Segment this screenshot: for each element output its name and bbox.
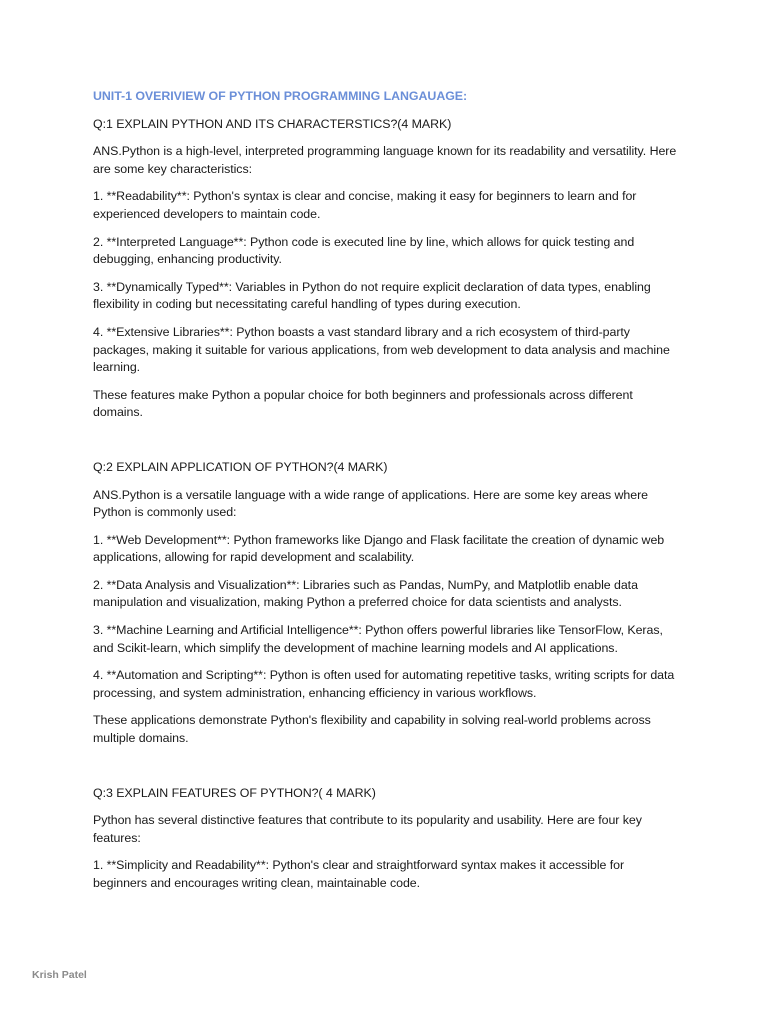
answer-intro: ANS.Python is a versatile language with a wide range of applications. Here are some key areas where Python is commonly used: [93,487,648,520]
section-spacer [93,432,678,459]
section-q1 [93,116,678,422]
answer-intro: Python has several distinctive features that contribute to its popularity and usability. Here are four key features: [93,813,642,845]
list-item: 4. **Extensive Libraries**: Python boasts a vast standard library and a rich ecosystem of third-party packages, making it suitable for various applications, from web development to data analysis and machine learning. [93,324,670,375]
list-item: 4. **Automation and Scripting**: Python is often used for automating repetitive tasks, writing scripts for data processing, and system administration, enhancing efficiency in various workflows. [93,668,675,700]
list-item: 1. **Simplicity and Readability**: Python's clear and straightforward syntax makes it accessible for beginners and encourages writing clean, maintainable code. [93,858,625,890]
section-q3 [93,785,678,893]
footer-author: Krish Patel [32,969,87,981]
unit-title: UNIT-1 OVERIVIEW OF PYTHON PROGRAMMING LANGAUAGE: [93,89,468,103]
list-item: 1. **Web Development**: Python frameworks like Django and Flask facilitate the creation of dynamic web applications, allowing for rapid development and scalability. [93,532,665,565]
list-item: 2. **Data Analysis and Visualization**: Libraries such as Pandas, NumPy, and Matplotlib enable data manipulation and visualization, making Python a preferred choice for data scientists and analysts. [93,577,638,610]
answer-conclusion: These applications demonstrate Python's flexibility and capability in solving real-world problems across multiple domains. [93,713,651,746]
list-item: 3. **Machine Learning and Artificial Intelligence**: Python offers powerful libraries like TensorFlow, Keras, and Scikit-learn, which simplify the development of machine learning models and AI applications. [93,623,663,655]
section-q2 [93,459,678,748]
answer-conclusion: These features make Python a popular choice for both beginners and professionals across different domains. [93,387,633,420]
list-item: 1. **Readability**: Python's syntax is clear and concise, making it easy for beginners to learn and for experienced developers to maintain code. [93,189,637,221]
list-item: 2. **Interpreted Language**: Python code is executed line by line, which allows for quick testing and debugging, enhancing productivity. [93,234,635,267]
question-heading: Q:1 EXPLAIN PYTHON AND ITS CHARACTERSTICS?(4 MARK) [93,116,452,131]
question-heading: Q:3 EXPLAIN FEATURES OF PYTHON?( 4 MARK) [93,785,376,800]
question-heading: Q:2 EXPLAIN APPLICATION OF PYTHON?(4 MARK) [93,459,388,474]
section-spacer [93,758,678,785]
answer-intro: ANS.Python is a high-level, interpreted programming language known for its readability and versatility. Here are some key characteristics: [93,144,677,176]
list-item: 3. **Dynamically Typed**: Variables in Python do not require explicit declaration of data types, enabling flexibility in coding but necessitating careful handling of types during execution. [93,279,651,312]
document-body [93,88,678,903]
